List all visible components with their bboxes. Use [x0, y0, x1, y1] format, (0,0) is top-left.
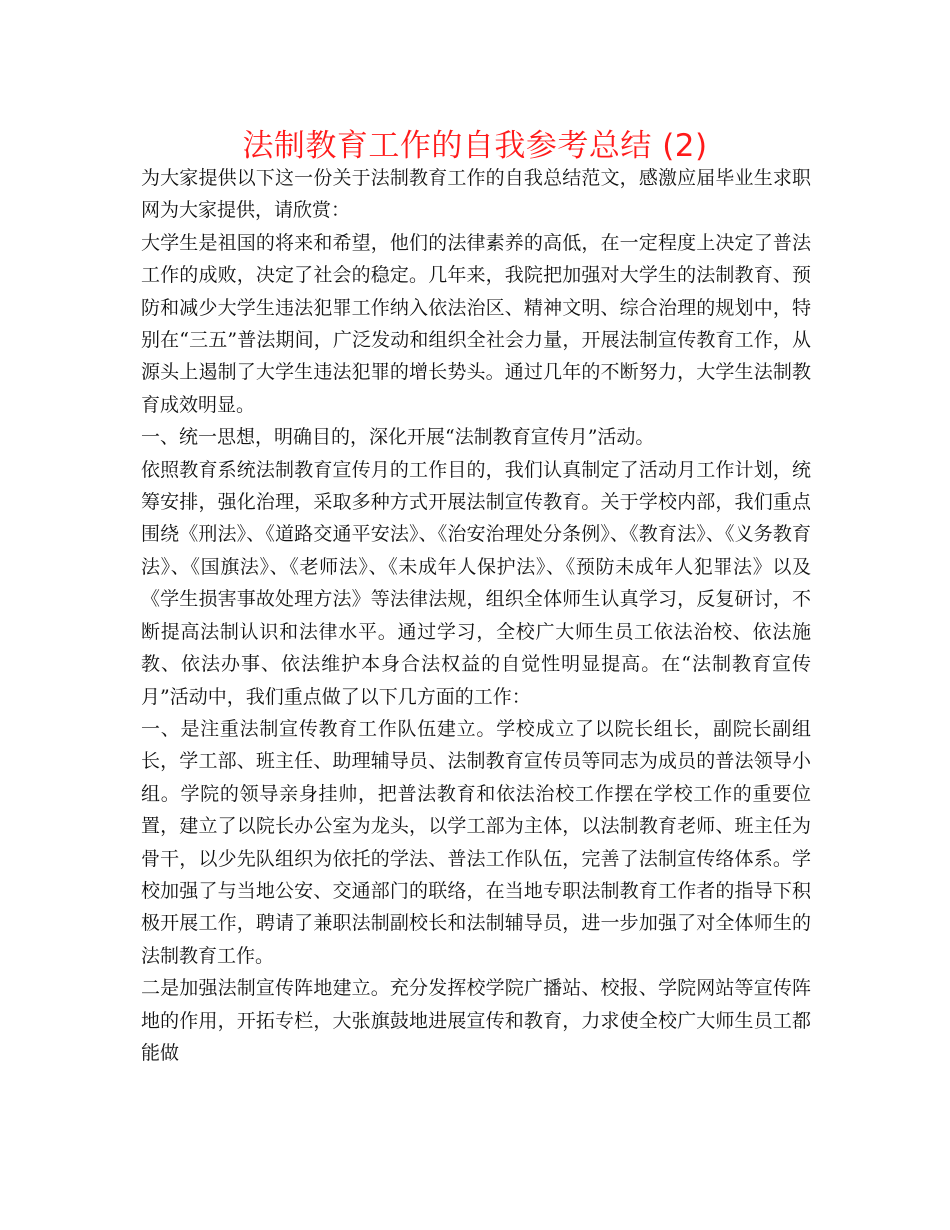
paragraph-background: 大学生是祖国的将来和希望，他们的法律素养的高低，在一定程度上决定了普法工作的成败，决定了社会的稳定。几年来，我院把加强对大学生的法制教育、预防和减少大学生违法犯罪工作纳入依法治区、精神文明、综合治理的规划中，特别在“三五”普法期间，广泛发动和组织全社会力量，开展法制宣传教育工作，从源头上遏制了大学生违法犯罪的增长势头。通过几年的不断努力，大学生法制教育成效明显。 [141, 231, 811, 416]
document-title: 法制教育工作的自我参考总结 (2) [242, 128, 708, 164]
document-body [141, 162, 811, 1069]
paragraph-item-2: 二是加强法制宣传阵地建立。充分发挥校学院广播站、校报、学院网站等宣传阵地的作用，开拓专栏，大张旗鼓地进展宣传和教育，力求使全校广大师生员工都能做 [141, 977, 811, 1064]
section-heading-1: 一、统一思想，明确目的，深化开展“法制教育宣传月”活动。 [141, 426, 655, 449]
paragraph-intro: 为大家提供以下这一份关于法制教育工作的自我总结范文，感激应届毕业生求职网为大家提供，请欣赏： [141, 167, 811, 222]
paragraph-section-1: 依照教育系统法制教育宣传月的工作目的，我们认真制定了活动月工作计划，统筹安排，强化治理，采取多种方式开展法制宣传教育。关于学校内部，我们重点围绕《刑法》、《道路交通平安法》、《治安治理处分条例》、《教育法》、《义务教育法》、《国旗法》、《老师法》、《未成年人保护法》、《预防未成年人犯罪法》以及《学生损害事故处理方法》等法律法规，组织全体师生认真学习，反复研讨，不断提高法制认识和法律水平。通过学习，全校广大师生员工依法治校、依法施教、依法办事、依法维护本身合法权益的自觉性明显提高。在“法制教育宣传月”活动中，我们重点做了以下几方面的工作： [141, 458, 811, 708]
paragraph-item-1: 一、是注重法制宣传教育工作队伍建立。学校成立了以院长组长，副院长副组长，学工部、班主任、助理辅导员、法制教育宣传员等同志为成员的普法领导小组。学院的领导亲身挂帅，把普法教育和依法治校工作摆在学校工作的重要位置，建立了以院长办公室为龙头，以学工部为主体，以法制教育老师、班主任为骨干，以少先队组织为依托的学法、普法工作队伍，完善了法制宣传络体系。学校加强了与当地公安、交通部门的联络，在当地专职法制教育工作者的指导下积极开展工作，聘请了兼职法制副校长和法制辅导员，进一步加强了对全体师生的法制教育工作。 [141, 717, 811, 967]
